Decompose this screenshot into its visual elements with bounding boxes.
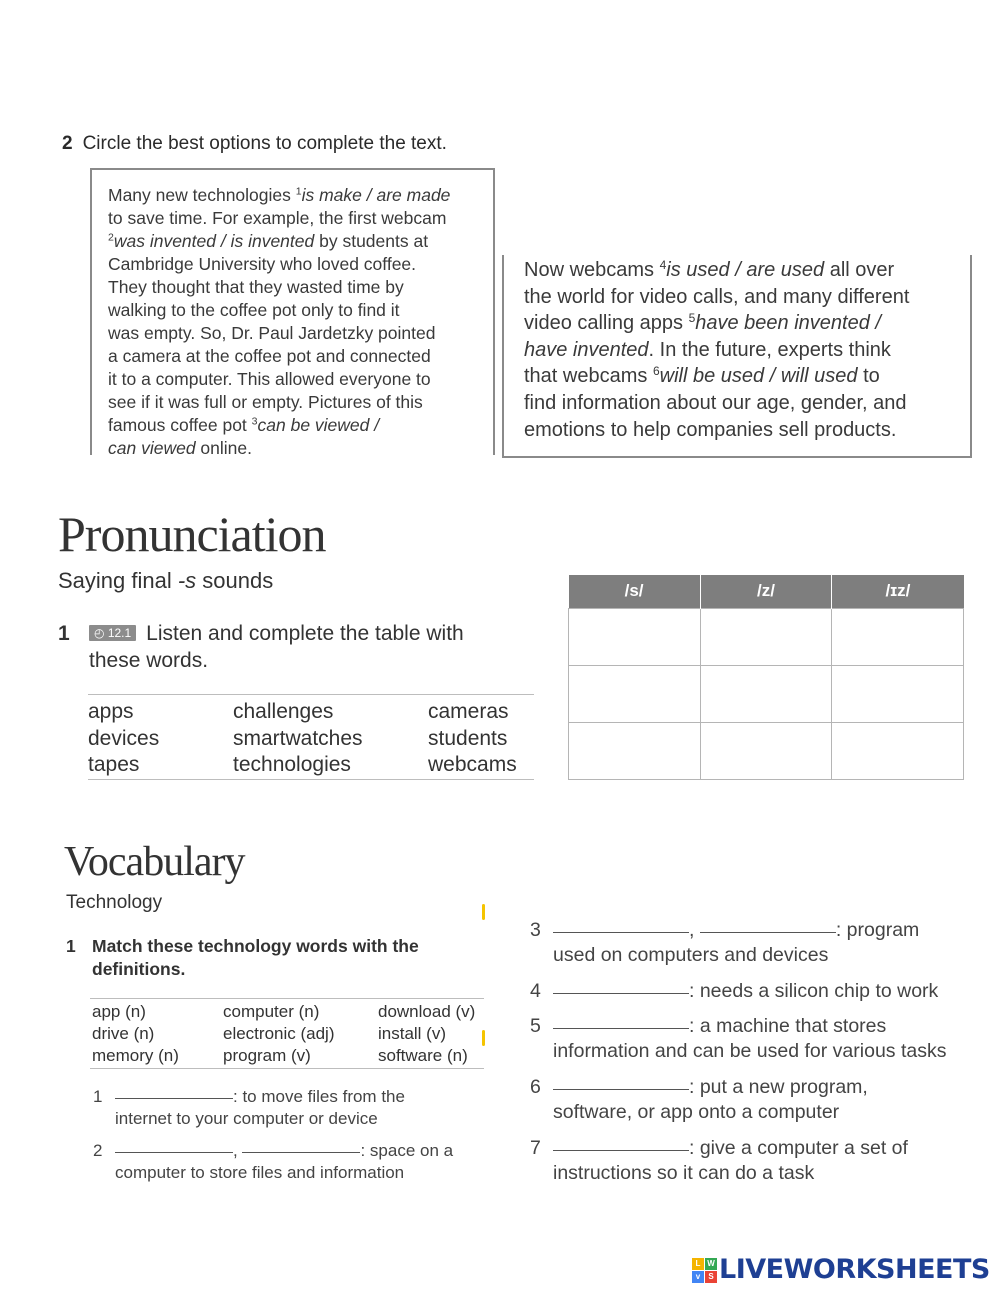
- word[interactable]: install (v): [378, 1024, 447, 1043]
- exercise-instruction: definitions.: [92, 959, 186, 979]
- word[interactable]: app (n): [92, 1002, 146, 1021]
- answer-blank[interactable]: [553, 1150, 689, 1151]
- answer-cell[interactable]: [700, 665, 832, 722]
- definition-2: 2 , : space on a computer to store files and information: [93, 1141, 454, 1182]
- answer-cell[interactable]: [700, 722, 832, 779]
- text-line: $^2$was invented / is invented by students at: [108, 231, 429, 251]
- answer-cell[interactable]: [569, 722, 701, 779]
- option-5a[interactable]: have been invented /: [695, 312, 881, 335]
- table-row: [569, 665, 964, 722]
- audio-track-badge[interactable]: ◴ 12.1: [89, 625, 136, 641]
- answer-blank[interactable]: [553, 993, 689, 994]
- table-row: [569, 722, 964, 779]
- pronunciation-exercise-1: [58, 620, 538, 674]
- word[interactable]: software (n): [378, 1046, 468, 1065]
- option-6[interactable]: will be used / will used: [659, 365, 858, 388]
- answer-cell[interactable]: [832, 665, 964, 722]
- word[interactable]: computer (n): [223, 1002, 320, 1021]
- option-3a[interactable]: can be viewed /: [257, 415, 380, 435]
- exercise-number: 1: [58, 622, 70, 645]
- table-header: /s/: [569, 575, 701, 608]
- reading-text-right: [502, 255, 972, 458]
- answer-cell[interactable]: [700, 608, 832, 665]
- word-column: [378, 1001, 475, 1067]
- text-line: walking to the coffee pot only to find it: [108, 300, 400, 320]
- pronunciation-subtitle: Saying final -s sounds: [58, 568, 274, 593]
- text-line: see if it was full or empty. Pictures of this: [108, 392, 423, 412]
- word-column: [428, 699, 517, 779]
- word-column: [233, 699, 363, 779]
- answer-cell[interactable]: [832, 722, 964, 779]
- text-line: They thought that they wasted time by: [108, 277, 404, 297]
- text-line: the world for video calls, and many different: [524, 285, 910, 308]
- table-header: /ɪz/: [832, 575, 964, 608]
- definition-5: 5 : a machine that stores information and can be used for various tasks: [530, 1015, 947, 1062]
- text-line: have invented. In the future, experts think: [524, 338, 891, 361]
- word-column: [88, 699, 159, 779]
- definition-1: 1 : to move files from the internet to your computer or device: [93, 1087, 405, 1128]
- word[interactable]: devices: [88, 726, 160, 750]
- marker-icon: [482, 1030, 485, 1046]
- text-line: video calling apps $^5$have been invented /: [524, 311, 881, 335]
- reading-text-left: [90, 168, 495, 458]
- text-line: can viewed online.: [108, 438, 252, 458]
- text-line: it to a computer. This allowed everyone to: [108, 369, 431, 389]
- word-column: [223, 1001, 335, 1067]
- answer-blank[interactable]: [115, 1152, 233, 1153]
- vocabulary-exercise-1: [66, 935, 466, 981]
- word[interactable]: drive (n): [92, 1024, 155, 1043]
- vocabulary-word-box: [90, 998, 484, 1069]
- text-line: Many new technologies $^1$is make / are made: [108, 185, 451, 205]
- table-header: /z/: [700, 575, 832, 608]
- text-line: famous coffee pot $^3$can be viewed /: [108, 415, 380, 435]
- text-line: that webcams $^6$will be used / will used to: [524, 364, 880, 388]
- answer-blank[interactable]: [553, 932, 689, 933]
- marker-icon: [482, 904, 485, 920]
- exercise-2-heading: [62, 133, 447, 155]
- answer-blank[interactable]: [553, 1089, 689, 1090]
- definition-6: 6 : put a new program, software, or app onto a computer: [530, 1076, 868, 1123]
- definition-4: 4 : needs a silicon chip to work: [530, 980, 939, 1002]
- exercise-instruction: Match these technology words with the: [92, 936, 419, 956]
- option-2[interactable]: was invented / is invented: [113, 231, 315, 251]
- word[interactable]: apps: [88, 700, 134, 723]
- text-line: Now webcams $^4$is used / are used all over: [524, 257, 895, 281]
- exercise-number: 2: [62, 133, 73, 154]
- option-4[interactable]: is used / are used: [666, 259, 825, 281]
- word[interactable]: memory (n): [92, 1046, 179, 1065]
- liveworksheets-logo[interactable]: [692, 1254, 990, 1285]
- text-line: to save time. For example, the first webcam: [108, 208, 447, 228]
- text-line: Cambridge University who loved coffee.: [108, 254, 417, 274]
- logo-text: LIVEWORKSHEETS: [719, 1254, 990, 1285]
- option-5b[interactable]: have invented: [524, 338, 649, 361]
- word-column: [92, 1001, 179, 1067]
- word[interactable]: technologies: [233, 753, 351, 776]
- answer-cell[interactable]: [832, 608, 964, 665]
- pronunciation-title: Pronunciation: [58, 506, 326, 562]
- word[interactable]: tapes: [88, 753, 140, 776]
- text-line: a camera at the coffee pot and connected: [108, 346, 431, 366]
- answer-blank[interactable]: [700, 932, 836, 933]
- definition-7: 7 : give a computer a set of instructions so it can do a task: [530, 1137, 908, 1184]
- word[interactable]: download (v): [378, 1002, 476, 1021]
- sounds-table: [568, 575, 964, 780]
- word[interactable]: program (v): [223, 1046, 311, 1065]
- exercise-instruction: these words.: [89, 649, 209, 672]
- word[interactable]: challenges: [233, 700, 334, 723]
- answer-cell[interactable]: [569, 608, 701, 665]
- table-row: [569, 608, 964, 665]
- exercise-number: 1: [66, 936, 76, 956]
- option-1[interactable]: is make / are made: [301, 185, 451, 205]
- logo-icon: L W v S: [692, 1258, 716, 1282]
- word[interactable]: students: [428, 726, 508, 750]
- word[interactable]: smartwatches: [233, 726, 363, 750]
- word[interactable]: cameras: [428, 700, 509, 723]
- text-line: find information about our age, gender, and: [524, 391, 907, 414]
- definition-3: 3 , : program used on computers and devices: [530, 919, 920, 966]
- answer-blank[interactable]: [115, 1098, 233, 1099]
- word[interactable]: webcams: [428, 753, 517, 776]
- exercise-instruction: Circle the best options to complete the text.: [82, 133, 447, 154]
- answer-blank[interactable]: [242, 1152, 360, 1153]
- option-3b[interactable]: can viewed: [108, 438, 196, 458]
- vocabulary-title: Vocabulary: [64, 839, 245, 885]
- vocabulary-subtitle: Technology: [66, 892, 163, 913]
- text-line: emotions to help companies sell products.: [524, 418, 897, 441]
- exercise-instruction: Listen and complete the table with: [146, 622, 464, 645]
- answer-blank[interactable]: [553, 1028, 689, 1029]
- pronunciation-word-box: [88, 694, 534, 780]
- text-line: was empty. So, Dr. Paul Jardetzky pointed: [108, 323, 436, 343]
- answer-cell[interactable]: [569, 665, 701, 722]
- word[interactable]: electronic (adj): [223, 1024, 335, 1043]
